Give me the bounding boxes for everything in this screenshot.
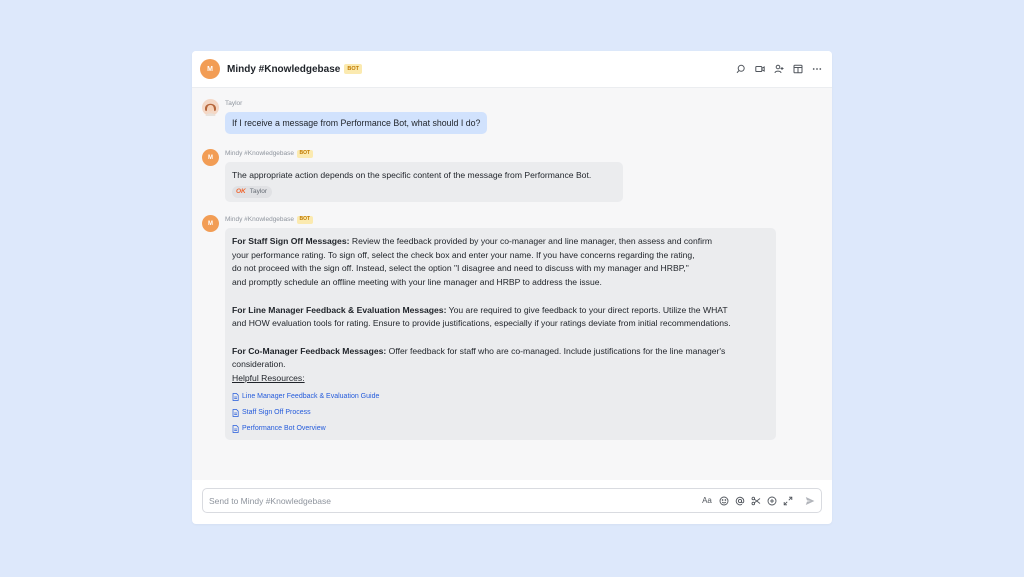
mention-icon[interactable] [735, 496, 745, 506]
reaction-chip[interactable] [232, 186, 272, 198]
line-manager-paragraph [232, 304, 769, 331]
sender-name: Mindy #Knowledgebase [225, 216, 295, 223]
resource-link[interactable] [232, 407, 769, 419]
co-manager-paragraph [232, 345, 769, 372]
chat-avatar[interactable]: M [200, 59, 220, 79]
resource-link-label[interactable]: Staff Sign Off Process [242, 408, 311, 416]
panel-icon[interactable] [792, 64, 803, 75]
chat-header [192, 51, 832, 88]
bot-message [202, 149, 623, 202]
document-icon [232, 409, 239, 417]
paragraph-text: You are required to give feedback to your direct reports. Utilize the WHAT and HOW evaluation tools for rating. Ensure to provide justifications, especially if your ratings deviate from initial recommendations. [232, 304, 731, 329]
user-avatar[interactable] [202, 99, 219, 116]
message-composer [202, 488, 822, 513]
bot-message [202, 215, 776, 440]
bot-sender [225, 149, 623, 158]
paragraph-heading: For Co-Manager Feedback Messages: [232, 345, 387, 356]
expand-icon[interactable] [783, 496, 793, 506]
user-bubble[interactable]: If I receive a message from Performance Bot, what should I do? [225, 112, 487, 134]
send-icon[interactable] [805, 496, 815, 506]
user-message [202, 99, 487, 134]
message-list[interactable] [192, 88, 832, 480]
message-input[interactable] [209, 496, 701, 506]
resource-link-label[interactable]: Performance Bot Overview [242, 424, 326, 432]
video-icon[interactable] [754, 64, 765, 75]
format-text-icon[interactable]: Aa [702, 496, 712, 505]
search-icon[interactable] [735, 64, 746, 75]
bot-avatar[interactable]: M [202, 149, 219, 166]
add-icon[interactable] [767, 496, 777, 506]
resource-link[interactable] [232, 391, 769, 403]
bot-message-text: The appropriate action depends on the specific content of the message from Performance Bot. [232, 170, 592, 180]
document-icon [232, 425, 239, 433]
resources-title: Helpful Resources: [232, 373, 305, 383]
paragraph-text: Offer feedback for staff who are co-managed. Include justifications for the line manager's consideration. [232, 345, 726, 370]
resource-link-label[interactable]: Line Manager Feedback & Evaluation Guide [242, 392, 380, 400]
add-member-icon[interactable] [773, 64, 784, 75]
bot-avatar[interactable]: M [202, 215, 219, 232]
scissors-icon[interactable] [751, 496, 761, 506]
composer-tools [701, 496, 815, 506]
paragraph-heading: For Staff Sign Off Messages: [232, 236, 350, 246]
ok-reaction-icon: OK [236, 187, 246, 195]
bot-sender [225, 215, 776, 224]
more-icon[interactable] [811, 64, 822, 75]
staff-sign-off-paragraph [232, 235, 769, 290]
bot-badge: BOT [297, 150, 313, 158]
emoji-icon[interactable] [719, 496, 729, 506]
sender-name: Mindy #Knowledgebase [225, 150, 295, 157]
bot-bubble[interactable] [225, 162, 623, 202]
chat-window [192, 51, 832, 524]
header-actions [735, 64, 822, 75]
reaction-user: Taylor [249, 187, 268, 195]
resource-link[interactable] [232, 423, 769, 435]
bot-badge: BOT [297, 216, 313, 224]
sender-name: Taylor [225, 100, 243, 107]
paragraph-heading: For Line Manager Feedback & Evaluation Messages: [232, 304, 447, 315]
bot-badge: BOT [344, 64, 362, 74]
paragraph-text: Review the feedback provided by your co-manager and line manager, then assess and confirm your performance rating. To sign off, select the check box and enter your name. If you have concerns regarding the rating, do not proceed with the sign off. Instead, select the option "I disagree and need to discuss with my manager and HRBP," and promptly schedule an offline meeting with your line manager and HRBP to address the issue. [232, 236, 713, 288]
document-icon [232, 393, 239, 401]
chat-title[interactable]: Mindy #Knowledgebase [227, 63, 341, 75]
bot-bubble[interactable] [225, 228, 776, 440]
